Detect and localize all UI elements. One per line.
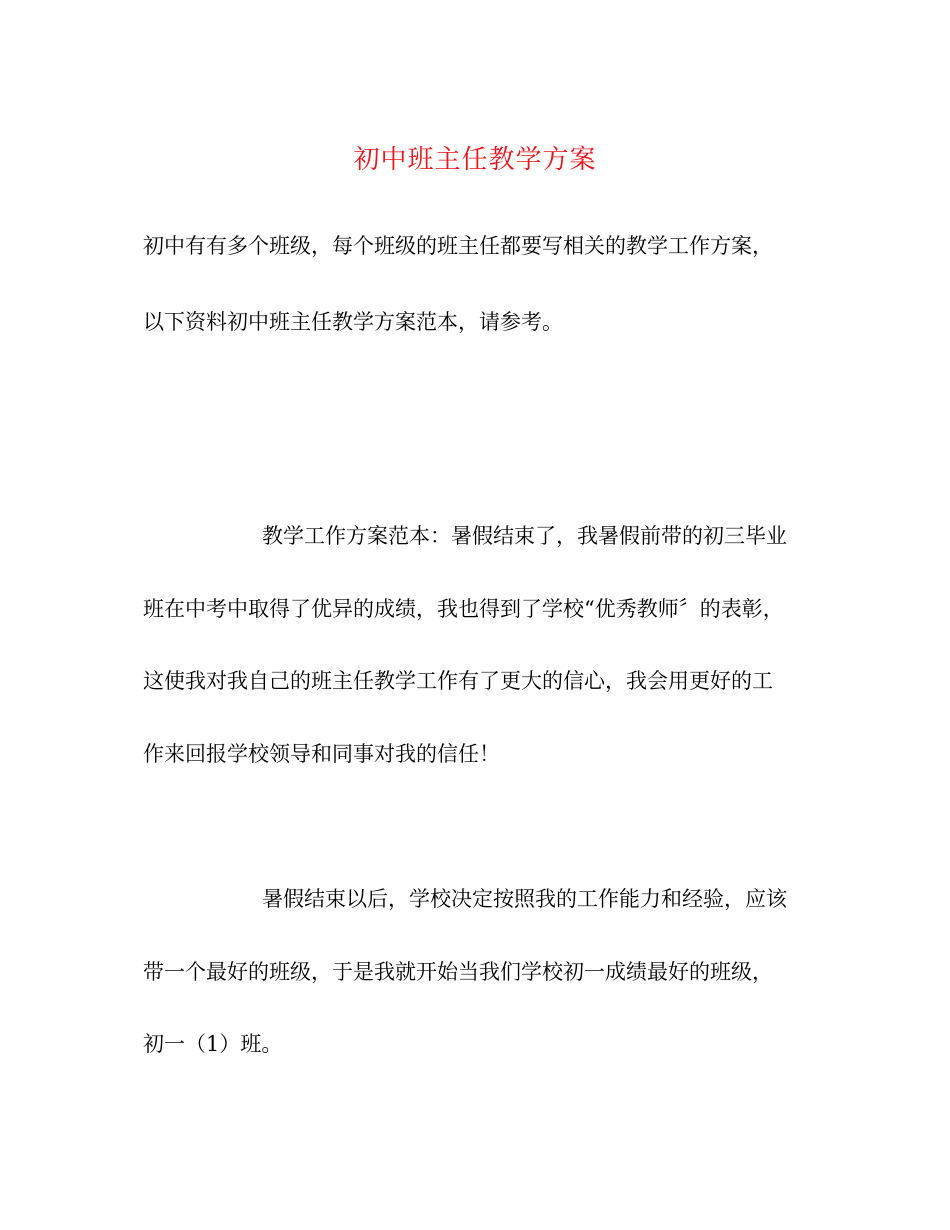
paragraph1-line-2: 班在中考中取得了优异的成绩，我也得到了学校“优秀教师〞的表彰， [143, 597, 784, 621]
paragraph2-line-2: 带一个最好的班级，于是我就开始当我们学校初一成绩最好的班级， [143, 960, 773, 984]
document-title: 初中班主任教学方案 [353, 145, 597, 175]
paragraph1-line-4: 作来回报学校领导和同事对我的信任！ [143, 742, 500, 766]
paragraph2-line-1: 暑假结束以后，学校决定按照我的工作能力和经验，应该 [262, 887, 787, 911]
paragraph2-line-3: 初一（1）班。 [143, 1032, 283, 1056]
intro-line-1: 初中有有多个班级，每个班级的班主任都要写相关的教学工作方案， [143, 234, 773, 258]
paragraph1-line-3: 这使我对我自己的班主任教学工作有了更大的信心，我会用更好的工 [143, 669, 773, 693]
paragraph1-line-1: 教学工作方案范本：暑假结束了，我暑假前带的初三毕业 [262, 524, 787, 548]
intro-line-2: 以下资料初中班主任教学方案范本，请参考。 [143, 310, 563, 334]
